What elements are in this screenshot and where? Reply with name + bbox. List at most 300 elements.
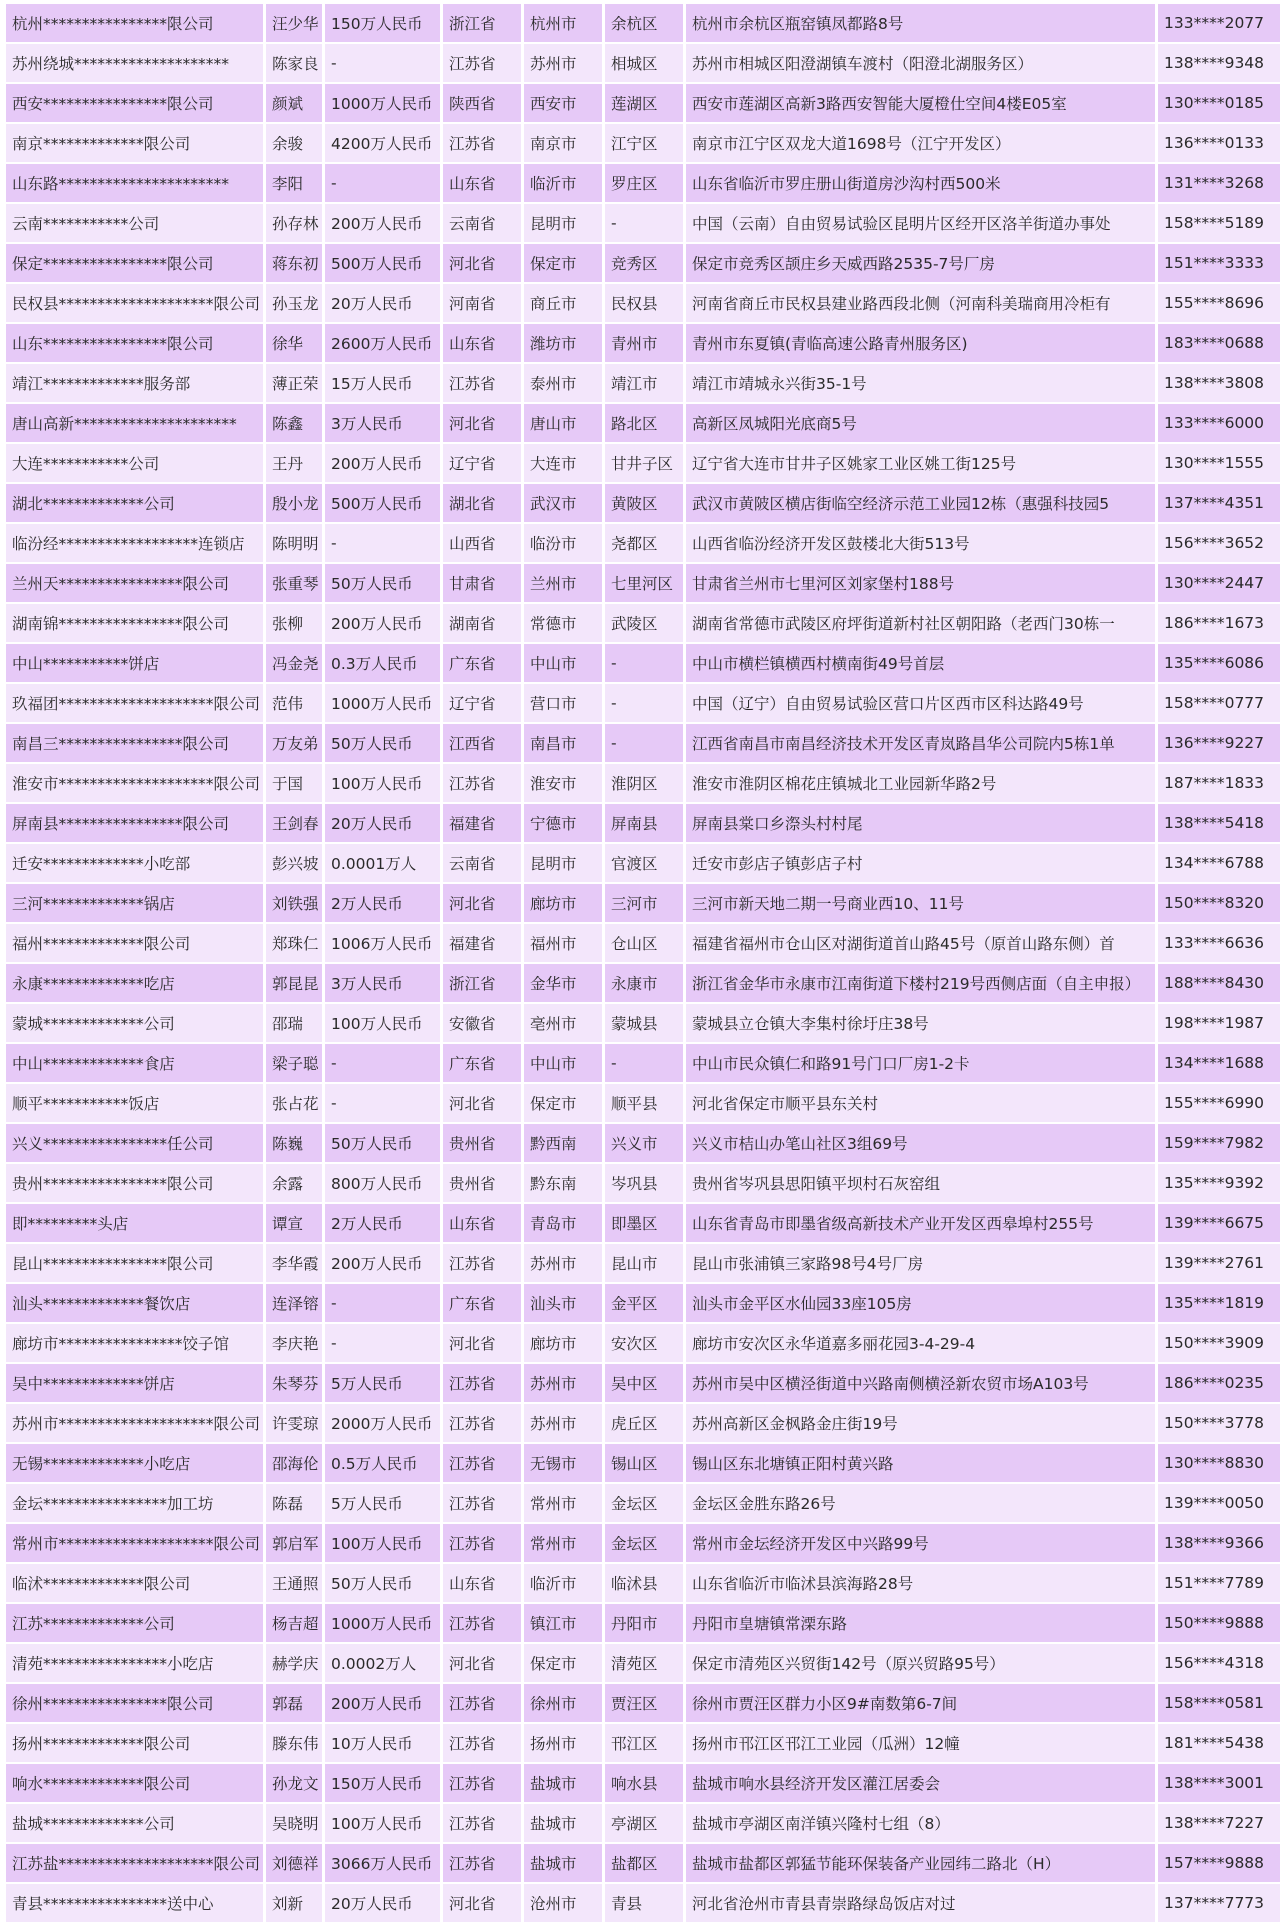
company-name-cell: 湖南锦****************限公司 [6, 604, 263, 642]
district-cell: 江宁区 [605, 124, 683, 162]
district-cell: 丹阳市 [605, 1604, 683, 1642]
capital-cell: 2万人民币 [325, 1204, 440, 1242]
table-row[interactable] [6, 484, 1280, 522]
city-cell: 中山市 [524, 1044, 602, 1082]
address-cell: 辽宁省大连市甘井子区姚家工业区姚工街125号 [686, 444, 1155, 482]
city-cell: 营口市 [524, 684, 602, 722]
legal-rep-cell: 陈家良 [266, 44, 322, 82]
city-cell: 盐城市 [524, 1804, 602, 1842]
district-cell: 罗庄区 [605, 164, 683, 202]
company-name-cell: 蒙城*************公司 [6, 1004, 263, 1042]
city-cell: 潍坊市 [524, 324, 602, 362]
province-cell: 河南省 [443, 284, 521, 322]
company-name-cell: 青县****************送中心 [6, 1884, 263, 1922]
address-cell: 蒙城县立仓镇大李集村徐圩庄38号 [686, 1004, 1155, 1042]
company-name-cell: 南京*************限公司 [6, 124, 263, 162]
capital-cell: 2万人民币 [325, 884, 440, 922]
table-row[interactable] [6, 44, 1280, 82]
table-body [6, 4, 1280, 1922]
province-cell: 河北省 [443, 884, 521, 922]
phone-cell: 150****8320 [1158, 884, 1280, 922]
phone-cell: 150****3909 [1158, 1324, 1280, 1362]
province-cell: 贵州省 [443, 1164, 521, 1202]
legal-rep-cell: 吴晓明 [266, 1804, 322, 1842]
company-name-cell: 兰州天****************限公司 [6, 564, 263, 602]
phone-cell: 130****2447 [1158, 564, 1280, 602]
table-row[interactable] [6, 284, 1280, 322]
city-cell: 商丘市 [524, 284, 602, 322]
capital-cell: 1000万人民币 [325, 1604, 440, 1642]
legal-rep-cell: 赫学庆 [266, 1644, 322, 1682]
phone-cell: 134****6788 [1158, 844, 1280, 882]
address-cell: 兴义市桔山办笔山社区3组69号 [686, 1124, 1155, 1162]
company-name-cell: 清苑****************小吃店 [6, 1644, 263, 1682]
capital-cell: 150万人民币 [325, 1764, 440, 1802]
province-cell: 江苏省 [443, 1484, 521, 1522]
company-name-cell: 无锡*************小吃店 [6, 1444, 263, 1482]
province-cell: 河北省 [443, 1884, 521, 1922]
legal-rep-cell: 邵海伦 [266, 1444, 322, 1482]
company-name-cell: 湖北*************公司 [6, 484, 263, 522]
province-cell: 山西省 [443, 524, 521, 562]
province-cell: 陕西省 [443, 84, 521, 122]
table-row[interactable] [6, 684, 1280, 722]
address-cell: 汕头市金平区水仙园33座105房 [686, 1284, 1155, 1322]
table-row[interactable] [6, 604, 1280, 642]
legal-rep-cell: 刘新 [266, 1884, 322, 1922]
address-cell: 河北省沧州市青县青崇路绿岛饭店对过 [686, 1884, 1155, 1922]
address-cell: 苏州高新区金枫路金庄街19号 [686, 1404, 1155, 1442]
table-row[interactable] [6, 1724, 1280, 1762]
address-cell: 杭州市余杭区瓶窑镇凤都路8号 [686, 4, 1155, 42]
table-row[interactable] [6, 1444, 1280, 1482]
legal-rep-cell: 范伟 [266, 684, 322, 722]
table-row[interactable] [6, 324, 1280, 362]
capital-cell: 20万人民币 [325, 1884, 440, 1922]
company-name-cell: 金坛****************加工坊 [6, 1484, 263, 1522]
legal-rep-cell: 梁子聪 [266, 1044, 322, 1082]
phone-cell: 156****4318 [1158, 1644, 1280, 1682]
phone-cell: 138****5418 [1158, 804, 1280, 842]
district-cell: 兴义市 [605, 1124, 683, 1162]
table-row[interactable] [6, 564, 1280, 602]
table-row[interactable] [6, 764, 1280, 802]
province-cell: 江苏省 [443, 124, 521, 162]
district-cell: 永康市 [605, 964, 683, 1002]
district-cell: 青州市 [605, 324, 683, 362]
legal-rep-cell: 陈巍 [266, 1124, 322, 1162]
legal-rep-cell: 郭昆昆 [266, 964, 322, 1002]
capital-cell: - [325, 1044, 440, 1082]
capital-cell: 200万人民币 [325, 1684, 440, 1722]
district-cell: 官渡区 [605, 844, 683, 882]
city-cell: 黔东南 [524, 1164, 602, 1202]
province-cell: 山东省 [443, 164, 521, 202]
city-cell: 杭州市 [524, 4, 602, 42]
city-cell: 金华市 [524, 964, 602, 1002]
table-row[interactable] [6, 244, 1280, 282]
table-row[interactable] [6, 1364, 1280, 1402]
capital-cell: 100万人民币 [325, 1804, 440, 1842]
phone-cell: 135****1819 [1158, 1284, 1280, 1322]
city-cell: 泰州市 [524, 364, 602, 402]
phone-cell: 186****1673 [1158, 604, 1280, 642]
district-cell: 即墨区 [605, 1204, 683, 1242]
company-name-cell: 南昌三****************限公司 [6, 724, 263, 762]
company-name-cell: 云南***********公司 [6, 204, 263, 242]
phone-cell: 130****8830 [1158, 1444, 1280, 1482]
city-cell: 昆明市 [524, 844, 602, 882]
address-cell: 扬州市邗江区邗江工业园（瓜洲）12幢 [686, 1724, 1155, 1762]
district-cell: 金坛区 [605, 1484, 683, 1522]
table-row[interactable] [6, 404, 1280, 442]
table-row[interactable] [6, 1124, 1280, 1162]
phone-cell: 138****7227 [1158, 1804, 1280, 1842]
company-name-cell: 兴义****************任公司 [6, 1124, 263, 1162]
province-cell: 江苏省 [443, 1684, 521, 1722]
table-row[interactable] [6, 804, 1280, 842]
district-cell: 虎丘区 [605, 1404, 683, 1442]
legal-rep-cell: 薄正荣 [266, 364, 322, 402]
table-row[interactable] [6, 724, 1280, 762]
city-cell: 淮安市 [524, 764, 602, 802]
capital-cell: 200万人民币 [325, 1244, 440, 1282]
phone-cell: 139****6675 [1158, 1204, 1280, 1242]
address-cell: 三河市新天地二期一号商业西10、11号 [686, 884, 1155, 922]
table-row[interactable] [6, 124, 1280, 162]
legal-rep-cell: 孙存林 [266, 204, 322, 242]
address-cell: 中国（辽宁）自由贸易试验区营口片区西市区科达路49号 [686, 684, 1155, 722]
province-cell: 贵州省 [443, 1124, 521, 1162]
table-row[interactable] [6, 1244, 1280, 1282]
phone-cell: 151****7789 [1158, 1564, 1280, 1602]
table-row[interactable] [6, 1644, 1280, 1682]
legal-rep-cell: 陈鑫 [266, 404, 322, 442]
district-cell: 三河市 [605, 884, 683, 922]
legal-rep-cell: 万友弟 [266, 724, 322, 762]
legal-rep-cell: 郭启军 [266, 1524, 322, 1562]
province-cell: 湖北省 [443, 484, 521, 522]
table-row[interactable] [6, 164, 1280, 202]
city-cell: 沧州市 [524, 1884, 602, 1922]
table-row[interactable] [6, 1684, 1280, 1722]
district-cell: 仓山区 [605, 924, 683, 962]
address-cell: 盐城市盐都区郭猛节能环保装备产业园纬二路北（H） [686, 1844, 1155, 1882]
capital-cell: 50万人民币 [325, 724, 440, 762]
capital-cell: 200万人民币 [325, 444, 440, 482]
table-row[interactable] [6, 364, 1280, 402]
city-cell: 扬州市 [524, 1724, 602, 1762]
province-cell: 浙江省 [443, 964, 521, 1002]
company-name-cell: 昆山****************限公司 [6, 1244, 263, 1282]
capital-cell: 0.0002万人 [325, 1644, 440, 1682]
city-cell: 亳州市 [524, 1004, 602, 1042]
legal-rep-cell: 王通照 [266, 1564, 322, 1602]
address-cell: 盐城市响水县经济开发区灌江居委会 [686, 1764, 1155, 1802]
city-cell: 昆明市 [524, 204, 602, 242]
table-row[interactable] [6, 844, 1280, 882]
table-row[interactable] [6, 1604, 1280, 1642]
district-cell: 邗江区 [605, 1724, 683, 1762]
table-row[interactable] [6, 204, 1280, 242]
table-row[interactable] [6, 1884, 1280, 1922]
address-cell: 苏州市相城区阳澄湖镇车渡村（阳澄北湖服务区） [686, 44, 1155, 82]
province-cell: 江苏省 [443, 1724, 521, 1762]
city-cell: 保定市 [524, 244, 602, 282]
province-cell: 江苏省 [443, 1524, 521, 1562]
table-row[interactable] [6, 1044, 1280, 1082]
phone-cell: 137****4351 [1158, 484, 1280, 522]
company-name-cell: 苏州绕城******************** [6, 44, 263, 82]
legal-rep-cell: 谭宣 [266, 1204, 322, 1242]
capital-cell: 150万人民币 [325, 4, 440, 42]
table-row[interactable] [6, 964, 1280, 1002]
legal-rep-cell: 李阳 [266, 164, 322, 202]
table-row[interactable] [6, 1844, 1280, 1882]
city-cell: 青岛市 [524, 1204, 602, 1242]
address-cell: 中山市横栏镇横西村横南街49号首层 [686, 644, 1155, 682]
province-cell: 福建省 [443, 804, 521, 842]
phone-cell: 139****0050 [1158, 1484, 1280, 1522]
address-cell: 山东省临沂市临沭县滨海路28号 [686, 1564, 1155, 1602]
company-name-cell: 临汾经******************连锁店 [6, 524, 263, 562]
address-cell: 屏南县棠口乡漈头村村尾 [686, 804, 1155, 842]
table-row[interactable] [6, 1004, 1280, 1042]
address-cell: 西安市莲湖区高新3路西安智能大厦橙仕空间4楼E05室 [686, 84, 1155, 122]
table-row[interactable] [6, 84, 1280, 122]
address-cell: 丹阳市皇塘镇常溧东路 [686, 1604, 1155, 1642]
city-cell: 武汉市 [524, 484, 602, 522]
legal-rep-cell: 殷小龙 [266, 484, 322, 522]
province-cell: 山东省 [443, 1204, 521, 1242]
address-cell: 中山市民众镇仁和路91号门口厂房1-2卡 [686, 1044, 1155, 1082]
province-cell: 甘肃省 [443, 564, 521, 602]
phone-cell: 138****9366 [1158, 1524, 1280, 1562]
legal-rep-cell: 彭兴坡 [266, 844, 322, 882]
city-cell: 中山市 [524, 644, 602, 682]
capital-cell: 0.0001万人 [325, 844, 440, 882]
capital-cell: 2000万人民币 [325, 1404, 440, 1442]
capital-cell: 50万人民币 [325, 1564, 440, 1602]
table-row[interactable] [6, 1084, 1280, 1122]
phone-cell: 155****8696 [1158, 284, 1280, 322]
company-name-cell: 徐州****************限公司 [6, 1684, 263, 1722]
table-row[interactable] [6, 1404, 1280, 1442]
province-cell: 江苏省 [443, 1804, 521, 1842]
district-cell: 黄陂区 [605, 484, 683, 522]
address-cell: 甘肃省兰州市七里河区刘家堡村188号 [686, 564, 1155, 602]
address-cell: 靖江市靖城永兴街35-1号 [686, 364, 1155, 402]
table-row[interactable] [6, 1324, 1280, 1362]
phone-cell: 181****5438 [1158, 1724, 1280, 1762]
company-name-cell: 汕头*************餐饮店 [6, 1284, 263, 1322]
province-cell: 辽宁省 [443, 684, 521, 722]
city-cell: 徐州市 [524, 1684, 602, 1722]
company-name-cell: 福州*************限公司 [6, 924, 263, 962]
district-cell: - [605, 1044, 683, 1082]
table-row[interactable] [6, 1564, 1280, 1602]
company-name-cell: 山东路********************** [6, 164, 263, 202]
company-name-cell: 大连***********公司 [6, 444, 263, 482]
capital-cell: 200万人民币 [325, 204, 440, 242]
table-row[interactable] [6, 1284, 1280, 1322]
district-cell: - [605, 204, 683, 242]
capital-cell: 500万人民币 [325, 244, 440, 282]
phone-cell: 134****1688 [1158, 1044, 1280, 1082]
table-row[interactable] [6, 4, 1280, 42]
province-cell: 江苏省 [443, 764, 521, 802]
table-row[interactable] [6, 924, 1280, 962]
company-name-cell: 山东****************限公司 [6, 324, 263, 362]
legal-rep-cell: 许雯琼 [266, 1404, 322, 1442]
legal-rep-cell: 陈明明 [266, 524, 322, 562]
city-cell: 宁德市 [524, 804, 602, 842]
city-cell: 兰州市 [524, 564, 602, 602]
table-row[interactable] [6, 444, 1280, 482]
province-cell: 河北省 [443, 244, 521, 282]
province-cell: 江苏省 [443, 1764, 521, 1802]
table-row[interactable] [6, 884, 1280, 922]
phone-cell: 130****1555 [1158, 444, 1280, 482]
capital-cell: 20万人民币 [325, 804, 440, 842]
capital-cell: 10万人民币 [325, 1724, 440, 1762]
table-row[interactable] [6, 524, 1280, 562]
district-cell: 清苑区 [605, 1644, 683, 1682]
district-cell: 尧都区 [605, 524, 683, 562]
address-cell: 湖南省常德市武陵区府坪街道新村社区朝阳路（老西门30栋一 [686, 604, 1155, 642]
city-cell: 苏州市 [524, 1364, 602, 1402]
city-cell: 无锡市 [524, 1444, 602, 1482]
address-cell: 浙江省金华市永康市江南街道下楼村219号西侧店面（自主申报） [686, 964, 1155, 1002]
company-name-cell: 淮安市********************限公司 [6, 764, 263, 802]
legal-rep-cell: 张占花 [266, 1084, 322, 1122]
province-cell: 河北省 [443, 1644, 521, 1682]
capital-cell: 200万人民币 [325, 604, 440, 642]
address-cell: 金坛区金胜东路26号 [686, 1484, 1155, 1522]
phone-cell: 135****9392 [1158, 1164, 1280, 1202]
table-row[interactable] [6, 1204, 1280, 1242]
company-name-cell: 靖江*************服务部 [6, 364, 263, 402]
province-cell: 江苏省 [443, 1404, 521, 1442]
province-cell: 广东省 [443, 644, 521, 682]
company-name-cell: 保定****************限公司 [6, 244, 263, 282]
district-cell: - [605, 684, 683, 722]
capital-cell: 3066万人民币 [325, 1844, 440, 1882]
legal-rep-cell: 张重琴 [266, 564, 322, 602]
capital-cell: 1006万人民币 [325, 924, 440, 962]
legal-rep-cell: 孙玉龙 [266, 284, 322, 322]
address-cell: 贵州省岑巩县思阳镇平坝村石灰窑组 [686, 1164, 1155, 1202]
capital-cell: 2600万人民币 [325, 324, 440, 362]
table-row[interactable] [6, 644, 1280, 682]
province-cell: 江苏省 [443, 1244, 521, 1282]
district-cell: 莲湖区 [605, 84, 683, 122]
district-cell: 贾汪区 [605, 1684, 683, 1722]
capital-cell: 800万人民币 [325, 1164, 440, 1202]
address-cell: 廊坊市安次区永华道嘉多丽花园3-4-29-4 [686, 1324, 1155, 1362]
company-name-cell: 临沭*************限公司 [6, 1564, 263, 1602]
district-cell: 甘井子区 [605, 444, 683, 482]
address-cell: 青州市东夏镇(青临高速公路青州服务区) [686, 324, 1155, 362]
phone-cell: 159****7982 [1158, 1124, 1280, 1162]
province-cell: 江苏省 [443, 1444, 521, 1482]
district-cell: 蒙城县 [605, 1004, 683, 1042]
table-row[interactable] [6, 1764, 1280, 1802]
province-cell: 浙江省 [443, 4, 521, 42]
city-cell: 临沂市 [524, 1564, 602, 1602]
capital-cell: 5万人民币 [325, 1484, 440, 1522]
city-cell: 保定市 [524, 1644, 602, 1682]
address-cell: 淮安市淮阴区棉花庄镇城北工业园新华路2号 [686, 764, 1155, 802]
address-cell: 武汉市黄陂区横店街临空经济示范工业园12栋（惠强科技园5 [686, 484, 1155, 522]
legal-rep-cell: 李华霞 [266, 1244, 322, 1282]
legal-rep-cell: 郑珠仁 [266, 924, 322, 962]
table-row[interactable] [6, 1164, 1280, 1202]
legal-rep-cell: 蒋东初 [266, 244, 322, 282]
address-cell: 山东省青岛市即墨省级高新技术产业开发区西皋埠村255号 [686, 1204, 1155, 1242]
company-name-cell: 苏州市********************限公司 [6, 1404, 263, 1442]
address-cell: 迁安市彭店子镇彭店子村 [686, 844, 1155, 882]
company-name-cell: 唐山高新********************* [6, 404, 263, 442]
capital-cell: 0.3万人民币 [325, 644, 440, 682]
capital-cell: 100万人民币 [325, 764, 440, 802]
city-cell: 常德市 [524, 604, 602, 642]
company-name-cell: 中山*************食店 [6, 1044, 263, 1082]
phone-cell: 133****6636 [1158, 924, 1280, 962]
company-name-cell: 顺平***********饭店 [6, 1084, 263, 1122]
company-name-cell: 玖福团********************限公司 [6, 684, 263, 722]
address-cell: 河北省保定市顺平县东关村 [686, 1084, 1155, 1122]
capital-cell: - [325, 1324, 440, 1362]
phone-cell: 137****7773 [1158, 1884, 1280, 1922]
company-name-cell: 迁安*************小吃部 [6, 844, 263, 882]
city-cell: 南京市 [524, 124, 602, 162]
table-row[interactable] [6, 1524, 1280, 1562]
district-cell: 竞秀区 [605, 244, 683, 282]
district-cell: - [605, 644, 683, 682]
legal-rep-cell: 王丹 [266, 444, 322, 482]
phone-cell: 183****0688 [1158, 324, 1280, 362]
city-cell: 廊坊市 [524, 1324, 602, 1362]
city-cell: 苏州市 [524, 44, 602, 82]
legal-rep-cell: 余露 [266, 1164, 322, 1202]
company-name-cell: 中山***********饼店 [6, 644, 263, 682]
city-cell: 常州市 [524, 1484, 602, 1522]
table-row[interactable] [6, 1484, 1280, 1522]
company-table [3, 2, 1280, 1924]
capital-cell: - [325, 1084, 440, 1122]
company-name-cell: 江苏*************公司 [6, 1604, 263, 1642]
phone-cell: 150****9888 [1158, 1604, 1280, 1642]
address-cell: 常州市金坛经济开发区中兴路99号 [686, 1524, 1155, 1562]
province-cell: 河北省 [443, 1324, 521, 1362]
phone-cell: 157****9888 [1158, 1844, 1280, 1882]
address-cell: 保定市清苑区兴贸街142号（原兴贸路95号） [686, 1644, 1155, 1682]
capital-cell: 20万人民币 [325, 284, 440, 322]
company-name-cell: 民权县********************限公司 [6, 284, 263, 322]
address-cell: 保定市竞秀区颉庄乡天威西路2535-7号厂房 [686, 244, 1155, 282]
company-name-cell: 响水*************限公司 [6, 1764, 263, 1802]
district-cell: 屏南县 [605, 804, 683, 842]
table-row[interactable] [6, 1804, 1280, 1842]
phone-cell: 138****3808 [1158, 364, 1280, 402]
capital-cell: 5万人民币 [325, 1364, 440, 1402]
city-cell: 镇江市 [524, 1604, 602, 1642]
phone-cell: 186****0235 [1158, 1364, 1280, 1402]
capital-cell: 4200万人民币 [325, 124, 440, 162]
province-cell: 辽宁省 [443, 444, 521, 482]
capital-cell: 50万人民币 [325, 564, 440, 602]
